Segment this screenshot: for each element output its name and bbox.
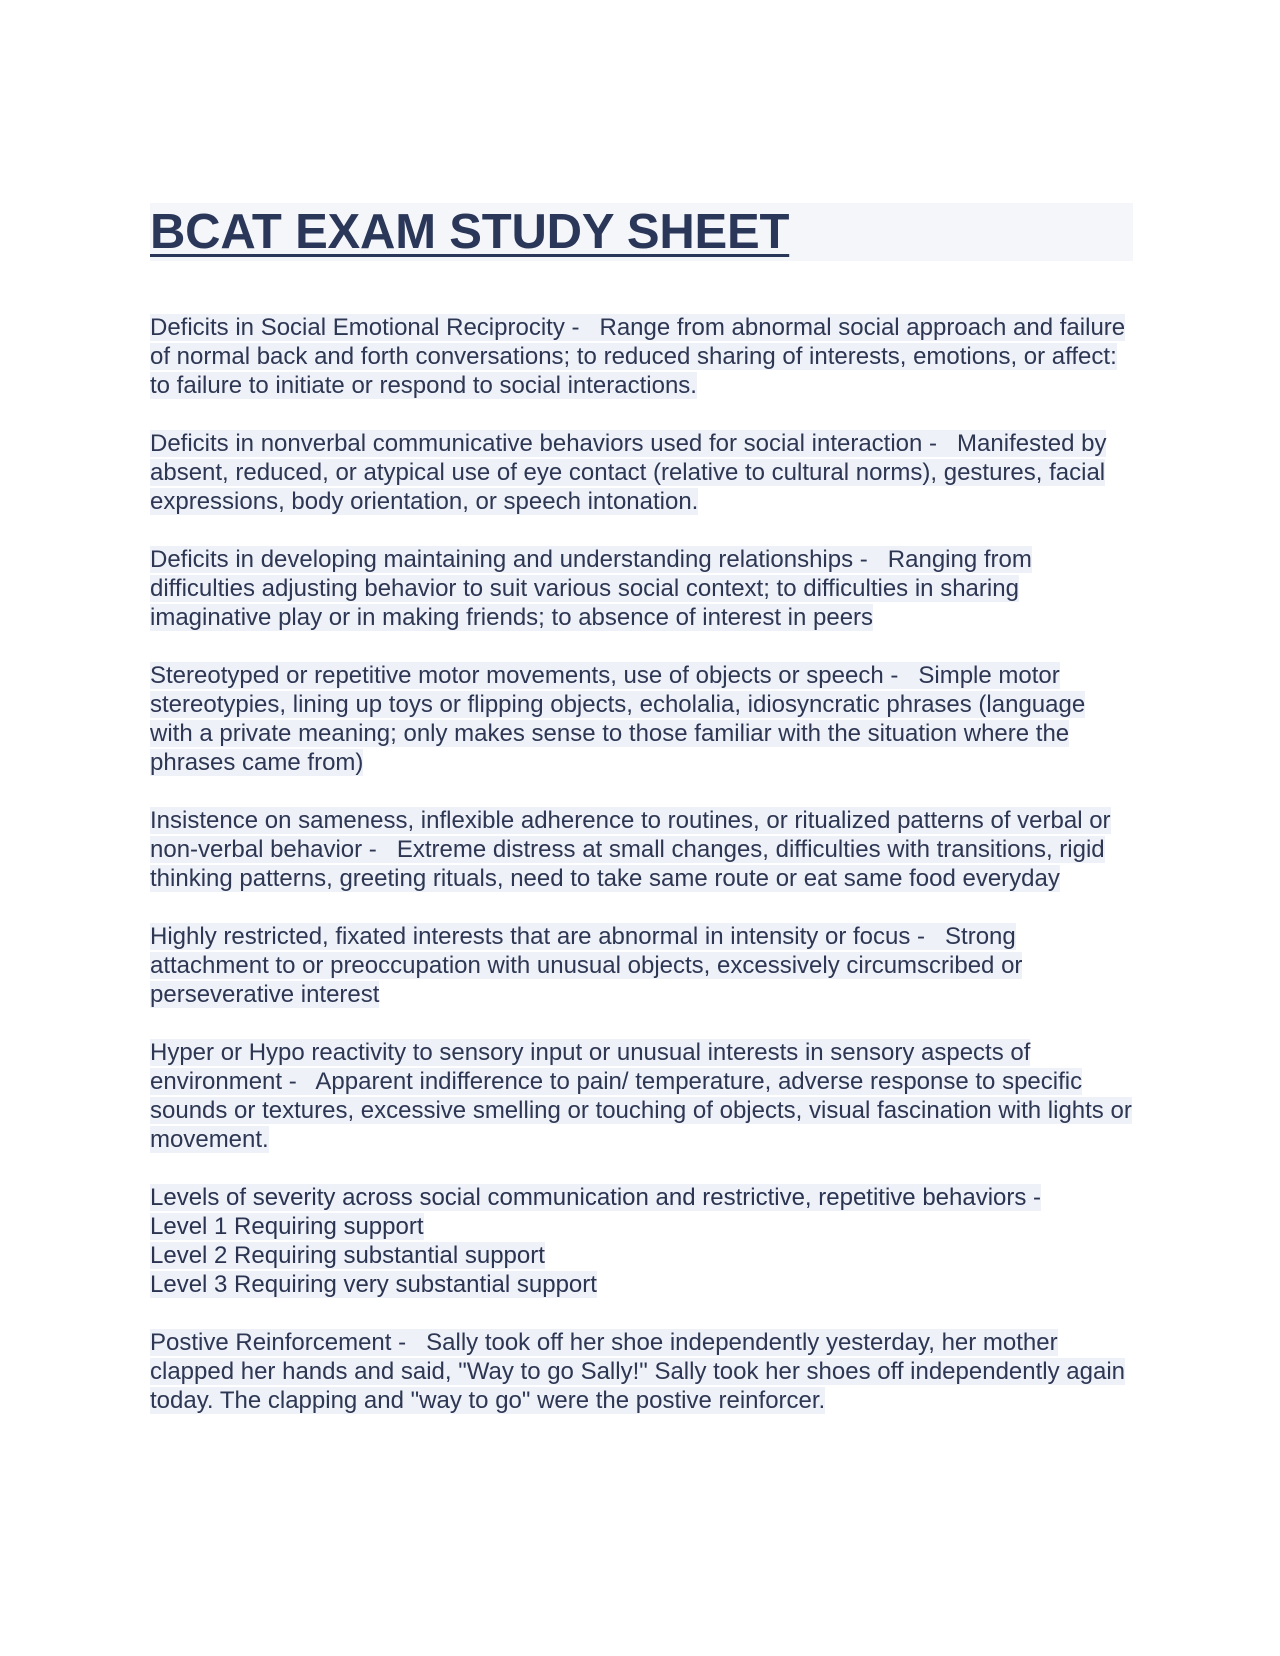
entry-term: Insistence on sameness, inflexible adherence to routines, or ritualized patterns of verbal or non-verbal behavior [150,807,1111,863]
entry-social-emotional-reciprocity [150,313,1133,400]
title-band [150,203,1133,261]
entry-nonverbal-communication [150,429,1133,516]
entry-definition: Extreme distress at small changes, difficulties with transitions, rigid thinking patterns, greeting rituals, need to take same route or eat same food everyday [150,836,1105,892]
entry-positive-reinforcement [150,1328,1133,1415]
entry-sensory-reactivity [150,1038,1133,1154]
entry-definition: Ranging from difficulties adjusting behavior to suit various social context; to difficulties in sharing imaginative play or in making friends; to absence of interest in peers [150,546,1032,631]
entry-term: Deficits in nonverbal communicative behaviors used for social interaction [150,430,923,457]
entry-term: Deficits in Social Emotional Reciprocity [150,314,565,341]
severity-level-3: Level 3 Requiring very substantial support [150,1271,597,1298]
entry-term: Hyper or Hypo reactivity to sensory input or unusual interests in sensory aspects of environment [150,1039,1031,1095]
entry-term: Postive Reinforcement [150,1329,392,1356]
entry-definition: Simple motor stereotypies, lining up toys or flipping objects, echolalia, idiosyncratic phrases (language with a private meaning; only makes sense to those familiar with the situation where the phrases came from) [150,662,1086,776]
severity-levels [150,1183,1133,1299]
entry-separator: - [910,923,946,950]
entry-separator: - [362,836,397,863]
entry-term: Stereotyped or repetitive motor movements, use of objects or speech [150,662,884,689]
entry-definition: Apparent indifference to pain/ temperature, adverse response to specific sounds or textures, excessive smelling or touching of objects, visual fascination with lights or movement. [150,1068,1132,1153]
entry-separator: - [853,546,888,573]
entry-separator: - [883,662,919,689]
entry-separator: - [282,1068,316,1095]
severity-heading: Levels of severity across social communication and restrictive, repetitive behaviors - [150,1184,1042,1211]
entry-term: Deficits in developing maintaining and understanding relationships [150,546,854,573]
entry-definition: Manifested by absent, reduced, or atypical use of eye contact (relative to cultural norms), gestures, facial expressions, body orientation, or speech intonation. [150,430,1107,515]
entry-term: Highly restricted, fixated interests that are abnormal in intensity or focus [150,923,911,950]
entry-insistence-on-sameness [150,806,1133,893]
document-page [150,203,1133,1444]
entry-definition: Range from abnormal social approach and failure of normal back and forth conversations; to reduced sharing of interests, emotions, or affect: to failure to initiate or respond to social interactions. [150,314,1126,399]
entry-restricted-interests [150,922,1133,1009]
severity-level-1: Level 1 Requiring support [150,1213,424,1240]
severity-level-2: Level 2 Requiring substantial support [150,1242,545,1269]
entry-definition: Strong attachment to or preoccupation with unusual objects, excessively circumscribed or perseverative interest [150,923,1023,1008]
entry-relationships [150,545,1133,632]
entry-stereotyped-movements [150,661,1133,777]
entry-definition: Sally took off her shoe independently yesterday, her mother clapped her hands and said, "Way to go Sally!" Sally took her shoes off independently again today. The clapping and "way to go" were the postive reinforcer. [150,1329,1125,1414]
entry-separator: - [564,314,600,341]
entry-separator: - [391,1329,427,1356]
entry-separator: - [922,430,958,457]
document-title: BCAT EXAM STUDY SHEET [150,205,790,259]
entry-list [150,313,1133,1415]
